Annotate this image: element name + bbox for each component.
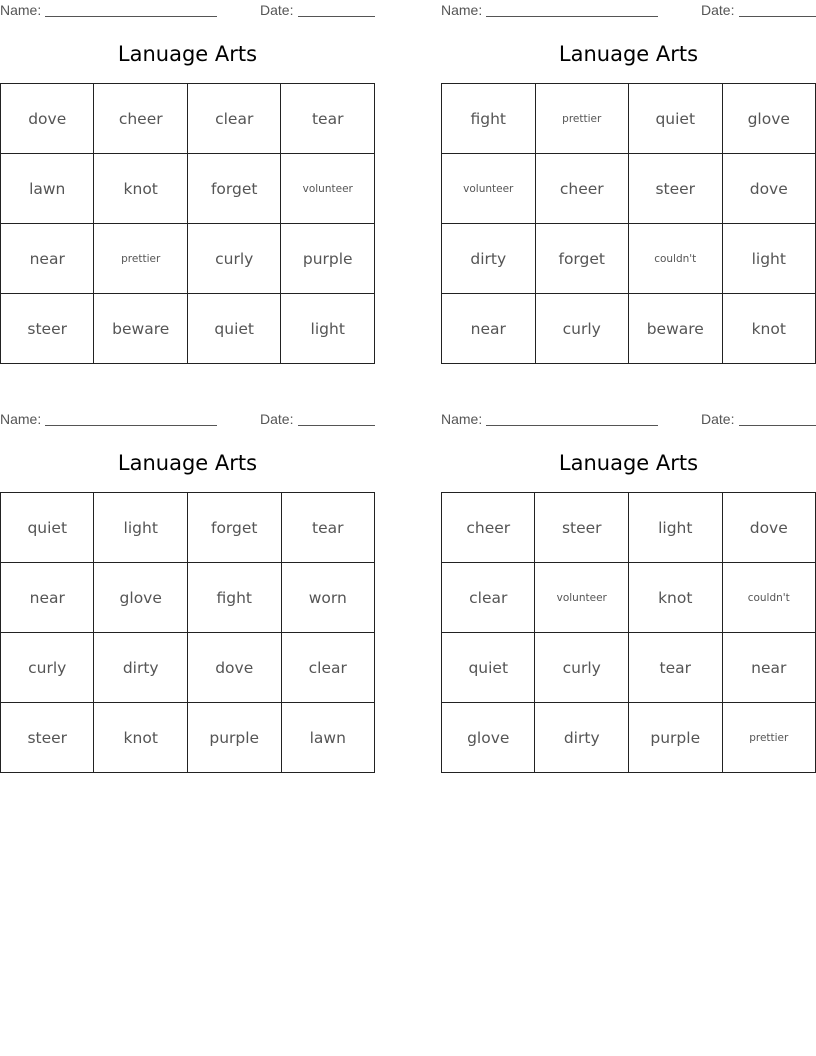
word-cell: quiet bbox=[187, 294, 280, 364]
name-blank-line bbox=[486, 425, 658, 426]
word-cell: glove bbox=[442, 703, 535, 773]
bingo-card bbox=[0, 409, 375, 784]
word-cell: clear bbox=[187, 84, 280, 154]
word-cell: volunteer bbox=[281, 154, 375, 224]
word-cell: steer bbox=[1, 294, 94, 364]
word-cell: forget bbox=[187, 493, 281, 563]
grid-row bbox=[442, 224, 816, 294]
date-label: Date: bbox=[701, 2, 735, 18]
date-label: Date: bbox=[260, 411, 294, 427]
word-cell: cheer bbox=[535, 154, 628, 224]
word-cell: fight bbox=[187, 563, 281, 633]
word-cell: quiet bbox=[442, 633, 535, 703]
bingo-card bbox=[441, 0, 816, 375]
word-cell: dirty bbox=[535, 703, 629, 773]
word-cell: light bbox=[722, 224, 815, 294]
word-cell: beware bbox=[628, 294, 722, 364]
date-label: Date: bbox=[701, 411, 735, 427]
word-cell: forget bbox=[535, 224, 628, 294]
word-cell: purple bbox=[629, 703, 723, 773]
grid-row bbox=[1, 154, 375, 224]
bingo-card bbox=[0, 0, 375, 375]
word-cell: curly bbox=[535, 294, 628, 364]
word-cell: purple bbox=[281, 224, 375, 294]
card-title: Lanuage Arts bbox=[558, 42, 699, 66]
word-cell: tear bbox=[629, 633, 723, 703]
card-header bbox=[0, 409, 375, 431]
word-cell: dove bbox=[722, 493, 815, 563]
word-cell: knot bbox=[94, 703, 187, 773]
grid-row bbox=[1, 563, 375, 633]
date-blank-line bbox=[298, 425, 375, 426]
word-cell: quiet bbox=[628, 84, 722, 154]
grid-row bbox=[1, 224, 375, 294]
name-blank-line bbox=[45, 16, 217, 17]
bingo-card bbox=[441, 409, 816, 784]
word-cell: dove bbox=[722, 154, 815, 224]
word-cell: knot bbox=[629, 563, 723, 633]
word-cell: cheer bbox=[94, 84, 188, 154]
card-title: Lanuage Arts bbox=[117, 42, 258, 66]
word-cell: near bbox=[722, 633, 815, 703]
word-cell: prettier bbox=[535, 84, 628, 154]
word-cell: steer bbox=[1, 703, 94, 773]
grid-row bbox=[442, 563, 816, 633]
date-label: Date: bbox=[260, 2, 294, 18]
word-cell: light bbox=[629, 493, 723, 563]
word-cell: steer bbox=[628, 154, 722, 224]
word-cell: prettier bbox=[722, 703, 815, 773]
word-cell: light bbox=[281, 294, 375, 364]
word-cell: quiet bbox=[1, 493, 94, 563]
card-title: Lanuage Arts bbox=[558, 451, 699, 475]
card-header bbox=[441, 409, 816, 431]
grid-row bbox=[442, 493, 816, 563]
word-cell: near bbox=[442, 294, 536, 364]
word-cell: near bbox=[1, 563, 94, 633]
name-label: Name: bbox=[0, 411, 42, 427]
word-cell: clear bbox=[442, 563, 535, 633]
word-cell: prettier bbox=[94, 224, 188, 294]
word-cell: couldn't bbox=[722, 563, 815, 633]
date-blank-line bbox=[739, 16, 816, 17]
card-header bbox=[0, 0, 375, 22]
grid-row bbox=[1, 703, 375, 773]
word-grid bbox=[0, 492, 375, 773]
grid-row bbox=[1, 633, 375, 703]
word-cell: light bbox=[94, 493, 187, 563]
word-cell: worn bbox=[281, 563, 375, 633]
grid-row bbox=[1, 294, 375, 364]
word-cell: steer bbox=[535, 493, 629, 563]
word-cell: curly bbox=[535, 633, 629, 703]
name-blank-line bbox=[486, 16, 658, 17]
word-cell: dirty bbox=[94, 633, 187, 703]
word-cell: lawn bbox=[281, 703, 375, 773]
name-label: Name: bbox=[441, 411, 483, 427]
grid-row bbox=[442, 703, 816, 773]
grid-row bbox=[1, 84, 375, 154]
word-cell: cheer bbox=[442, 493, 535, 563]
date-blank-line bbox=[739, 425, 816, 426]
date-blank-line bbox=[298, 16, 375, 17]
word-cell: tear bbox=[281, 84, 375, 154]
grid-row bbox=[1, 493, 375, 563]
word-cell: volunteer bbox=[535, 563, 629, 633]
word-grid bbox=[441, 492, 816, 773]
word-cell: clear bbox=[281, 633, 375, 703]
word-cell: glove bbox=[94, 563, 187, 633]
word-cell: dove bbox=[1, 84, 94, 154]
grid-row bbox=[442, 84, 816, 154]
card-header bbox=[441, 0, 816, 22]
word-cell: dove bbox=[187, 633, 281, 703]
word-cell: near bbox=[1, 224, 94, 294]
word-cell: lawn bbox=[1, 154, 94, 224]
word-grid bbox=[0, 83, 375, 364]
word-cell: fight bbox=[442, 84, 536, 154]
word-cell: tear bbox=[281, 493, 375, 563]
word-cell: curly bbox=[1, 633, 94, 703]
word-cell: volunteer bbox=[442, 154, 536, 224]
word-cell: curly bbox=[187, 224, 280, 294]
word-cell: purple bbox=[187, 703, 281, 773]
card-title: Lanuage Arts bbox=[117, 451, 258, 475]
word-cell: glove bbox=[722, 84, 815, 154]
word-cell: knot bbox=[94, 154, 188, 224]
word-cell: knot bbox=[722, 294, 815, 364]
name-label: Name: bbox=[441, 2, 483, 18]
word-cell: forget bbox=[187, 154, 280, 224]
grid-row bbox=[442, 154, 816, 224]
name-label: Name: bbox=[0, 2, 42, 18]
grid-row bbox=[442, 633, 816, 703]
word-cell: beware bbox=[94, 294, 188, 364]
name-blank-line bbox=[45, 425, 217, 426]
word-cell: couldn't bbox=[628, 224, 722, 294]
word-grid bbox=[441, 83, 816, 364]
word-cell: dirty bbox=[442, 224, 536, 294]
grid-row bbox=[442, 294, 816, 364]
